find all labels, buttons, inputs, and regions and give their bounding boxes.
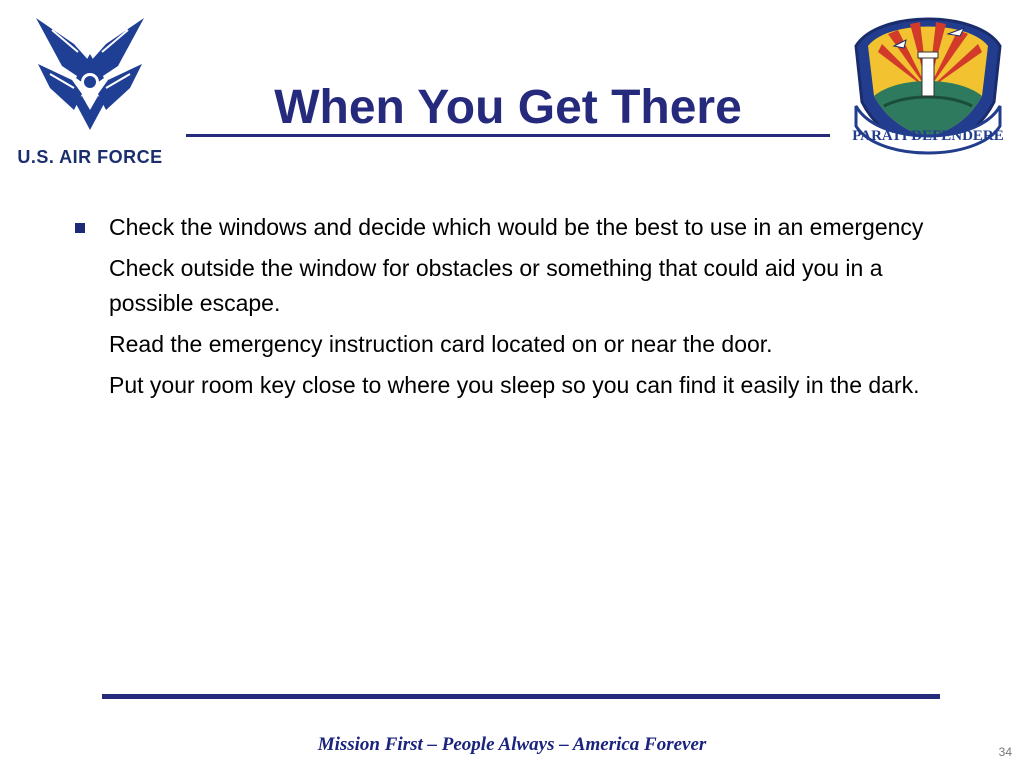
unit-crest-icon	[848, 6, 1008, 156]
footer-rule	[102, 694, 940, 699]
unit-crest	[848, 6, 1008, 156]
us-air-force-logo	[8, 14, 172, 174]
title-block	[186, 70, 830, 138]
page-number: 34	[998, 745, 1012, 759]
list-item	[64, 210, 944, 245]
list-item-text: Put your room key close to where you sleep so you can find it easily in the dark.	[109, 372, 920, 398]
list-item-text: Check the windows and decide which would be the best to use in an emergency	[109, 214, 924, 240]
air-force-wings-icon	[30, 14, 150, 132]
slide-title: When You Get There	[274, 81, 742, 134]
crest-motto: PARATI DEFENDERE	[852, 128, 1004, 144]
bullet-list	[64, 210, 944, 409]
square-bullet-icon	[75, 223, 85, 233]
list-item	[64, 327, 944, 362]
list-item	[64, 251, 944, 321]
title-underline	[186, 134, 830, 137]
list-item-text: Read the emergency instruction card located on or near the door.	[109, 331, 773, 357]
us-air-force-wordmark: U.S. AIR FORCE	[17, 147, 163, 167]
list-item	[64, 368, 944, 403]
footer-motto: Mission First – People Always – America Forever	[317, 734, 707, 755]
list-item-text: Check outside the window for obstacles or something that could aid you in a possible escape.	[109, 255, 883, 316]
